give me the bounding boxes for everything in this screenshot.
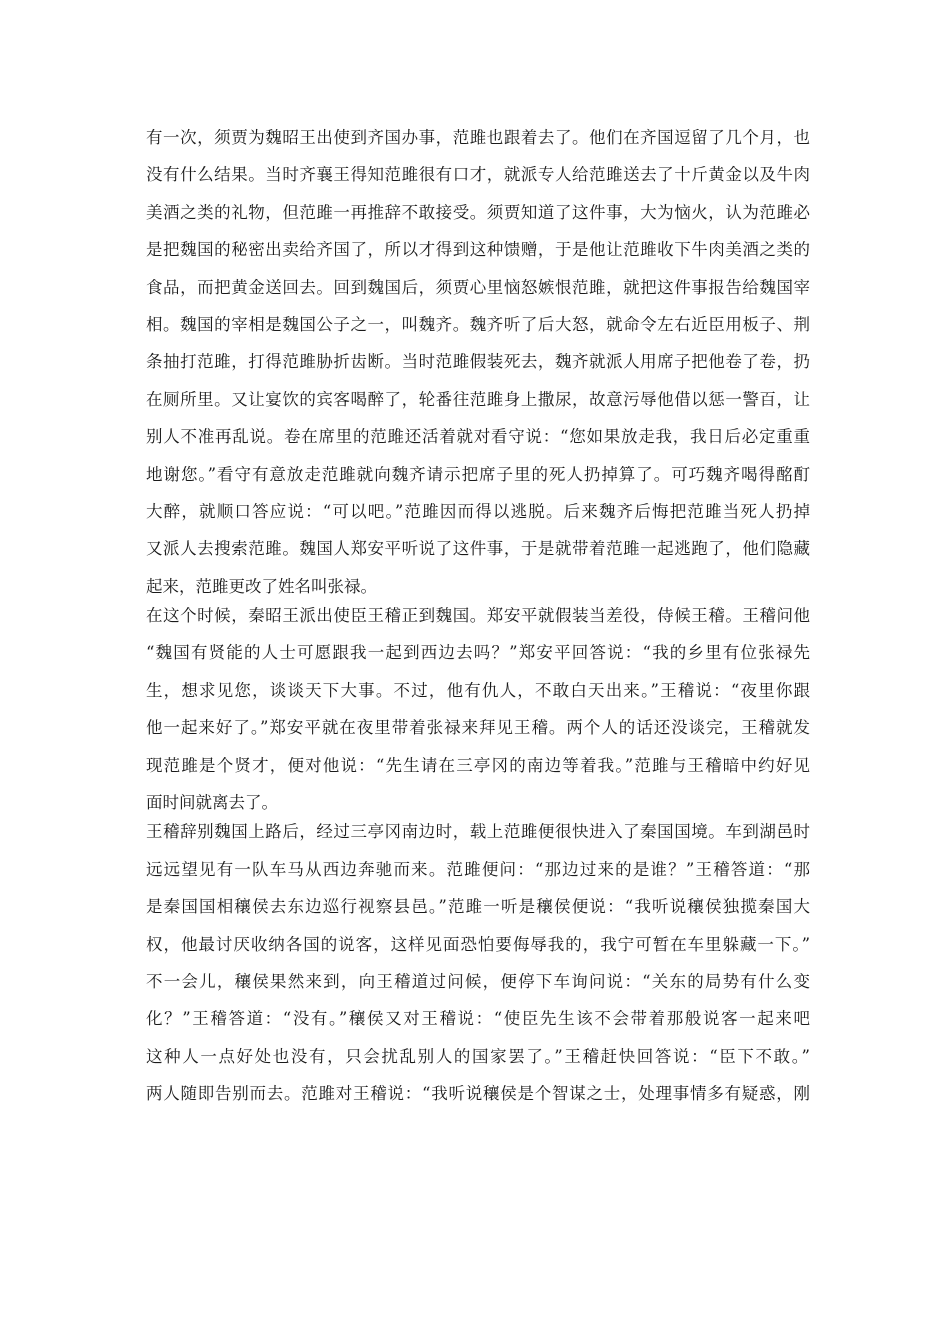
text-line: 在这个时候，秦昭王派出使臣王稽正到魏国。郑安平就假装当差役，侍候王稽。王稽问他 [146,606,810,626]
text-line: 现范雎是个贤才，便对他说：“先生请在三亭冈的南边等着我。”范雎与王稽暗中约好见 [146,755,810,775]
text-line: 远远望见有一队车马从西边奔驰而来。范雎便问：“那边过来的是谁？”王稽答道：“那 [146,859,810,879]
text-line: 是秦国国相穰侯去东边巡行视察县邑。”范雎一听是穰侯便说：“我听说穰侯独揽秦国大 [146,897,810,917]
text-line: 美酒之类的礼物，但范雎一再推辞不敢接受。须贾知道了这件事，大为恼火，认为范雎必 [146,202,810,222]
text-line: “魏国有贤能的人士可愿跟我一起到西边去吗？”郑安平回答说：“我的乡里有位张禄先 [146,643,810,663]
text-line: 起来，范雎更改了姓名叫张禄。 [146,576,377,596]
text-line: 两人随即告别而去。范雎对王稽说：“我听说穰侯是个智谋之士，处理事情多有疑惑，刚 [146,1084,810,1104]
text-line: 大醉，就顺口答应说：“可以吧。”范雎因而得以逃脱。后来魏齐后悔把范雎当死人扔掉 [146,501,810,521]
text-line: 别人不准再乱说。卷在席里的范雎还活着就对看守说：“您如果放走我，我日后必定重重 [146,427,810,447]
text-line: 相。魏国的宰相是魏国公子之一，叫魏齐。魏齐听了后大怒，就命令左右近臣用板子、荆 [146,314,810,334]
text-line: 没有什么结果。当时齐襄王得知范雎很有口才，就派专人给范雎送去了十斤黄金以及牛肉 [146,165,810,185]
text-line: 又派人去搜索范雎。魏国人郑安平听说了这件事，于是就带着范雎一起逃跑了，他们隐藏 [146,539,810,559]
text-line: 他一起来好了。”郑安平就在夜里带着张禄来拜见王稽。两个人的话还没谈完，王稽就发 [146,718,810,738]
text-line: 王稽辞别魏国上路后，经过三亭冈南边时，载上范雎便很快进入了秦国国境。车到湖邑时 [146,822,810,842]
text-line: 权，他最讨厌收纳各国的说客，这样见面恐怕要侮辱我的，我宁可暂在车里躲藏一下。” [146,934,810,954]
text-line: 地谢您。”看守有意放走范雎就向魏齐请示把席子里的死人扔掉算了。可巧魏齐喝得酩酊 [146,464,810,484]
text-line: 生，想求见您，谈谈天下大事。不过，他有仇人，不敢白天出来。”王稽说：“夜里你跟 [146,680,810,700]
text-line: 不一会儿，穰侯果然来到，向王稽道过问候，便停下车询问说：“关东的局势有什么变 [146,971,810,991]
text-line: 条抽打范雎，打得范雎胁折齿断。当时范雎假装死去，魏齐就派人用席子把他卷了卷，扔 [146,352,810,372]
text-line: 在厕所里。又让宴饮的宾客喝醉了，轮番往范雎身上撒尿，故意污辱他借以惩一警百，让 [146,389,810,409]
document-body [146,119,810,1113]
paragraph-1 [146,119,810,605]
text-line: 化？”王稽答道：“没有。”穰侯又对王稽说：“使臣先生该不会带着那般说客一起来吧 [146,1009,810,1029]
paragraph-2 [146,597,810,821]
paragraph-3 [146,813,810,1112]
text-line: 食品，而把黄金送回去。回到魏国后，须贾心里恼怒嫉恨范雎，就把这件事报告给魏国宰 [146,277,810,297]
text-line: 这种人一点好处也没有，只会扰乱别人的国家罢了。”王稽赶快回答说：“臣下不敢。” [146,1046,810,1066]
text-line: 面时间就离去了。 [146,793,278,813]
text-line: 是把魏国的秘密出卖给齐国了，所以才得到这种馈赠，于是他让范雎收下牛肉美酒之类的 [146,240,810,260]
text-line: 有一次，须贾为魏昭王出使到齐国办事，范雎也跟着去了。他们在齐国逗留了几个月，也 [146,128,810,147]
